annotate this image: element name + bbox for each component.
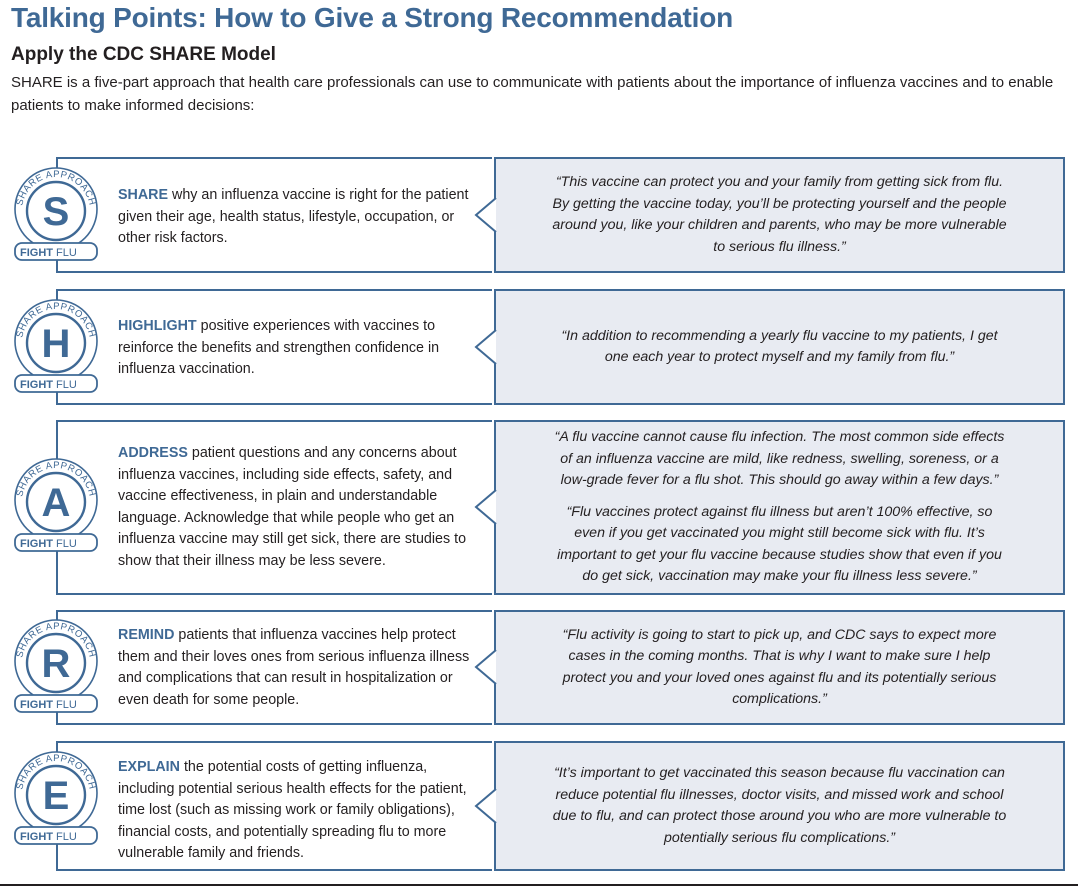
badge-arc-text: SHARE APPROACH xyxy=(14,620,98,659)
share-approach-badge-icon xyxy=(8,456,104,556)
step-keyword: ADDRESS xyxy=(118,445,188,461)
badge-fight-text: FIGHT xyxy=(20,831,53,843)
step-text: the potential costs of getting influenza, including potential serious health effects for the patient, time lost (such as missing work or family obligations), financial costs, and potentially spreading flu to more vulnerable family and friends. xyxy=(118,759,467,861)
badge-fight-text: FIGHT xyxy=(20,699,53,711)
step-keyword: HIGHLIGHT xyxy=(118,318,197,334)
badge-letter: H xyxy=(41,322,71,366)
share-approach-badge-icon xyxy=(8,617,104,717)
badge-graphic xyxy=(8,617,104,717)
badge-arc-text: SHARE APPROACH xyxy=(14,459,98,498)
step-keyword: REMIND xyxy=(118,627,175,643)
quote-text: “Flu activity is going to start to pick up, and CDC says to expect more cases in the coming months. That is why I want to make sure I help protect you and your loved ones against flu and its potentially serious complications.” xyxy=(562,626,997,707)
step-description xyxy=(118,443,478,572)
step-text: positive experiences with vaccines to reinforce the benefits and strengthen confidence in influenza vaccination. xyxy=(118,318,440,377)
share-step-e xyxy=(0,741,1078,871)
share-step-s xyxy=(0,157,1078,273)
badge-flu-text: FLU xyxy=(56,538,77,550)
badge-letter: S xyxy=(42,190,70,234)
step-description xyxy=(118,625,478,711)
section-heading: Apply the CDC SHARE Model xyxy=(11,44,276,65)
step-text: patients that influenza vaccines help protect them and their loves ones from serious influenza illness and complications that can result in hospitalization or even death for some people. xyxy=(118,627,470,708)
step-text: patient questions and any concerns about influenza vaccines, including side effects, safety, and vaccine effectiveness, in plain and understandable language. Acknowledge that while people who get an influenza vaccine may still get sick, there are studies to show that their illness may be less severe. xyxy=(118,445,467,569)
step-keyword: EXPLAIN xyxy=(118,759,180,775)
badge-arc-text: SHARE APPROACH xyxy=(14,752,98,791)
quote-text: “This vaccine can protect you and your family from getting sick from flu. By getting the vaccine today, you’ll be protecting yourself and the people around you, like your children and parents, who may be more vulnerable to serious flu illness.” xyxy=(552,174,1007,255)
badge-graphic xyxy=(8,165,104,265)
quote-box xyxy=(494,420,1065,595)
share-approach-badge-icon xyxy=(8,165,104,265)
quote-box xyxy=(494,741,1065,871)
quote-text: “In addition to recommending a yearly flu vaccine to my patients, I get one each year to protect myself and my family from flu.” xyxy=(561,327,998,365)
quote-box xyxy=(494,157,1065,273)
quote-text: “It’s important to get vaccinated this season because flu vaccination can reduce potential flu illnesses, doctor visits, and missed work and school due to flu, and can protect those around you who are more vulnerable to potentially serious flu complications.” xyxy=(552,765,1007,846)
quote-box xyxy=(494,610,1065,725)
badge-flu-text: FLU xyxy=(56,699,77,711)
step-text: why an influenza vaccine is right for the patient given their age, health status, lifestyle, occupation, or other risk factors. xyxy=(118,187,469,246)
badge-arc-text: SHARE APPROACH xyxy=(14,168,98,207)
quote-box xyxy=(494,289,1065,405)
share-step-r xyxy=(0,610,1078,725)
badge-graphic xyxy=(8,749,104,849)
step-keyword: SHARE xyxy=(118,187,169,203)
share-step-a xyxy=(0,420,1078,595)
badge-letter: R xyxy=(41,642,71,686)
intro-paragraph: SHARE is a five-part approach that health care professionals can use to communicate with patients about the importance of influenza vaccines and to enable patients to make informed decisions: xyxy=(11,74,1054,114)
badge-fight-text: FIGHT xyxy=(20,247,53,259)
badge-flu-text: FLU xyxy=(56,831,77,843)
badge-letter: E xyxy=(42,774,70,818)
badge-fight-text: FIGHT xyxy=(20,379,53,391)
badge-flu-text: FLU xyxy=(56,247,77,259)
share-approach-badge-icon xyxy=(8,297,104,397)
badge-graphic xyxy=(8,297,104,397)
badge-fight-text: FIGHT xyxy=(20,538,53,550)
badge-letter: A xyxy=(41,481,71,525)
share-step-h xyxy=(0,289,1078,405)
step-description xyxy=(118,185,478,250)
share-approach-badge-icon xyxy=(8,749,104,849)
step-description xyxy=(118,757,478,865)
badge-arc-text: SHARE APPROACH xyxy=(14,300,98,339)
badge-flu-text: FLU xyxy=(56,379,77,391)
quote-text: “A flu vaccine cannot cause flu infection. The most common side effects of an influenza vaccine are mild, like redness, swelling, soreness, or a low-grade fever for a flu shot. This should go away within a few days.” xyxy=(554,429,1005,489)
quote-text: “Flu vaccines protect against flu illness but aren’t 100% effective, so even if you get vaccinated you might still become sick with flu. It’s important to get your flu vaccine because studies show that even if you do get sick, vaccination may make your flu illness less severe.” xyxy=(557,503,1002,585)
badge-graphic xyxy=(8,456,104,556)
page-title: Talking Points: How to Give a Strong Recommendation xyxy=(11,2,734,33)
step-description xyxy=(118,316,478,381)
bottom-rule xyxy=(0,884,1078,886)
